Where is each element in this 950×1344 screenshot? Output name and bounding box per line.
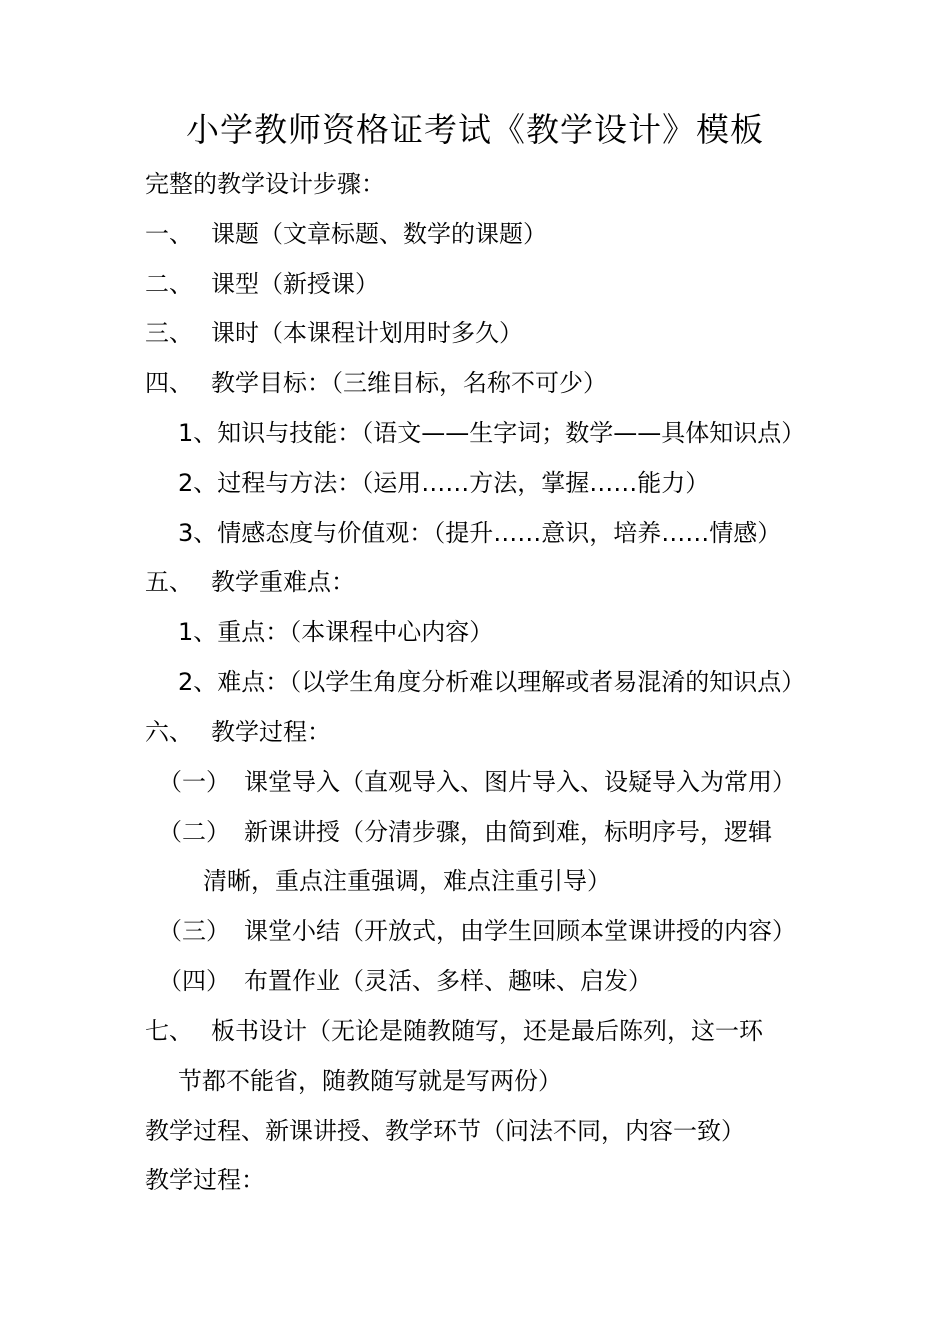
item-number: 六、 bbox=[145, 718, 193, 746]
item-1 bbox=[145, 218, 547, 250]
item-number: 三、 bbox=[145, 319, 193, 347]
outro-line-1: 教学过程、新课讲授、教学环节（问法不同，内容一致） bbox=[145, 1117, 745, 1145]
step-text: 课堂小结（开放式，由学生回顾本堂课讲授的内容） bbox=[244, 917, 796, 945]
step-text: 布置作业（灵活、多样、趣味、启发） bbox=[244, 967, 652, 995]
item-number: 四、 bbox=[145, 369, 193, 397]
item-6 bbox=[145, 716, 331, 748]
intro-line: 完整的教学设计步骤： bbox=[145, 170, 385, 198]
item-text: 教学目标：（三维目标，名称不可少） bbox=[211, 369, 607, 397]
item-text: 课题（文章标题、数学的课题） bbox=[211, 220, 547, 248]
item-5 bbox=[145, 566, 355, 598]
step-number: （四） bbox=[158, 967, 230, 995]
outro-line-2: 教学过程： bbox=[145, 1166, 265, 1194]
step-3 bbox=[158, 915, 796, 947]
item-7 bbox=[145, 1015, 763, 1047]
item-number: 一、 bbox=[145, 220, 193, 248]
item-text: 板书设计（无论是随教随写，还是最后陈列，这一环 bbox=[211, 1017, 763, 1045]
subitem-key-point: 1、重点：（本课程中心内容） bbox=[178, 618, 494, 646]
item-number: 七、 bbox=[145, 1017, 193, 1045]
item-3 bbox=[145, 317, 523, 349]
item-text: 教学过程： bbox=[211, 718, 331, 746]
step-text: 新课讲授（分清步骤，由简到难，标明序号，逻辑 bbox=[244, 818, 772, 846]
step-2-continued: 清晰，重点注重强调，难点注重引导） bbox=[203, 867, 611, 895]
item-number: 二、 bbox=[145, 270, 193, 298]
subitem-knowledge: 1、知识与技能：（语文——生字词；数学——具体知识点） bbox=[178, 419, 806, 447]
step-4 bbox=[158, 965, 652, 997]
item-number: 五、 bbox=[145, 568, 193, 596]
step-number: （二） bbox=[158, 818, 230, 846]
step-2 bbox=[158, 816, 772, 848]
item-text: 课型（新授课） bbox=[211, 270, 379, 298]
step-number: （三） bbox=[158, 917, 230, 945]
item-4 bbox=[145, 367, 607, 399]
step-1 bbox=[158, 766, 796, 798]
step-number: （一） bbox=[158, 768, 230, 796]
item-text: 课时（本课程计划用时多久） bbox=[211, 319, 523, 347]
subitem-process: 2、过程与方法：（运用……方法，掌握……能力） bbox=[178, 469, 710, 497]
item-text: 教学重难点： bbox=[211, 568, 355, 596]
subitem-emotion: 3、情感态度与价值观：（提升……意识，培养……情感） bbox=[178, 519, 782, 547]
step-text: 课堂导入（直观导入、图片导入、设疑导入为常用） bbox=[244, 768, 796, 796]
item-2 bbox=[145, 268, 379, 300]
document-title: 小学教师资格证考试《教学设计》模板 bbox=[186, 110, 764, 149]
item-7-continued: 节都不能省，随教随写就是写两份） bbox=[178, 1067, 562, 1095]
subitem-difficulty: 2、难点：（以学生角度分析难以理解或者易混淆的知识点） bbox=[178, 668, 806, 696]
